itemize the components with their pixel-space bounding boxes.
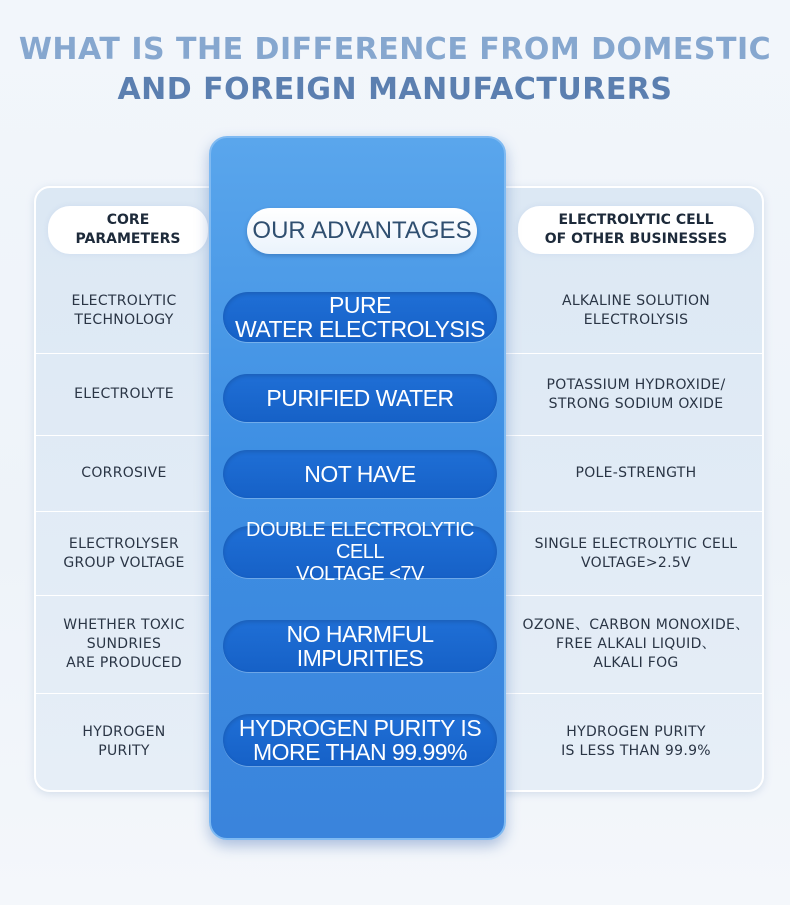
advantage-hydrogen-purity: HYDROGEN PURITY IS MORE THAN 99.99% bbox=[223, 714, 497, 766]
param-row-hydrogen-purity: HYDROGEN PURITY bbox=[82, 724, 166, 759]
our-advantages-panel bbox=[209, 136, 506, 840]
core-parameters-header: CORE PARAMETERS bbox=[48, 206, 208, 254]
other-businesses-panel bbox=[472, 186, 764, 792]
param-row-voltage: ELECTROLYSER GROUP VOLTAGE bbox=[36, 512, 242, 596]
other-businesses-header: ELECTROLYTIC CELL OF OTHER BUSINESSES bbox=[518, 206, 754, 254]
param-row-technology: ELECTROLYTIC TECHNOLOGY bbox=[36, 268, 242, 354]
other-row-electrolyte: POTASSIUM HYDROXIDE/ STRONG SODIUM OXIDE bbox=[474, 354, 762, 436]
param-row-toxic-sundries: WHETHER TOXIC SUNDRIES ARE PRODUCED bbox=[36, 596, 242, 694]
other-row-hydrogen-purity: HYDROGEN PURITY IS LESS THAN 99.9% bbox=[561, 724, 711, 759]
title-line-1: WHAT IS THE DIFFERENCE FROM DOMESTIC bbox=[18, 32, 772, 67]
title-line-2: AND FOREIGN MANUFACTURERS bbox=[117, 72, 673, 107]
our-advantages-header: OUR ADVANTAGES bbox=[247, 208, 477, 254]
param-row-corrosive: CORROSIVE bbox=[36, 436, 242, 512]
other-row-corrosive: POLE-STRENGTH bbox=[474, 436, 762, 512]
advantage-no-impurities: NO HARMFUL IMPURITIES bbox=[223, 620, 497, 672]
advantage-electrolyte: PURIFIED WATER bbox=[223, 374, 497, 422]
other-row-voltage: SINGLE ELECTROLYTIC CELL VOLTAGE>2.5V bbox=[474, 512, 762, 596]
advantage-voltage: DOUBLE ELECTROLYTIC CELL VOLTAGE <7V bbox=[223, 526, 497, 578]
param-row-electrolyte: ELECTROLYTE bbox=[36, 354, 242, 436]
advantage-technology: PURE WATER ELECTROLYSIS bbox=[223, 292, 497, 342]
advantage-corrosive: NOT HAVE bbox=[223, 450, 497, 498]
page-title bbox=[0, 30, 790, 110]
other-row-technology: ALKALINE SOLUTION ELECTROLYSIS bbox=[474, 268, 762, 354]
other-row-toxic-sundries: OZONE、CARBON MONOXIDE、 FREE ALKALI LIQUID、 ALKALI FOG bbox=[474, 596, 762, 694]
